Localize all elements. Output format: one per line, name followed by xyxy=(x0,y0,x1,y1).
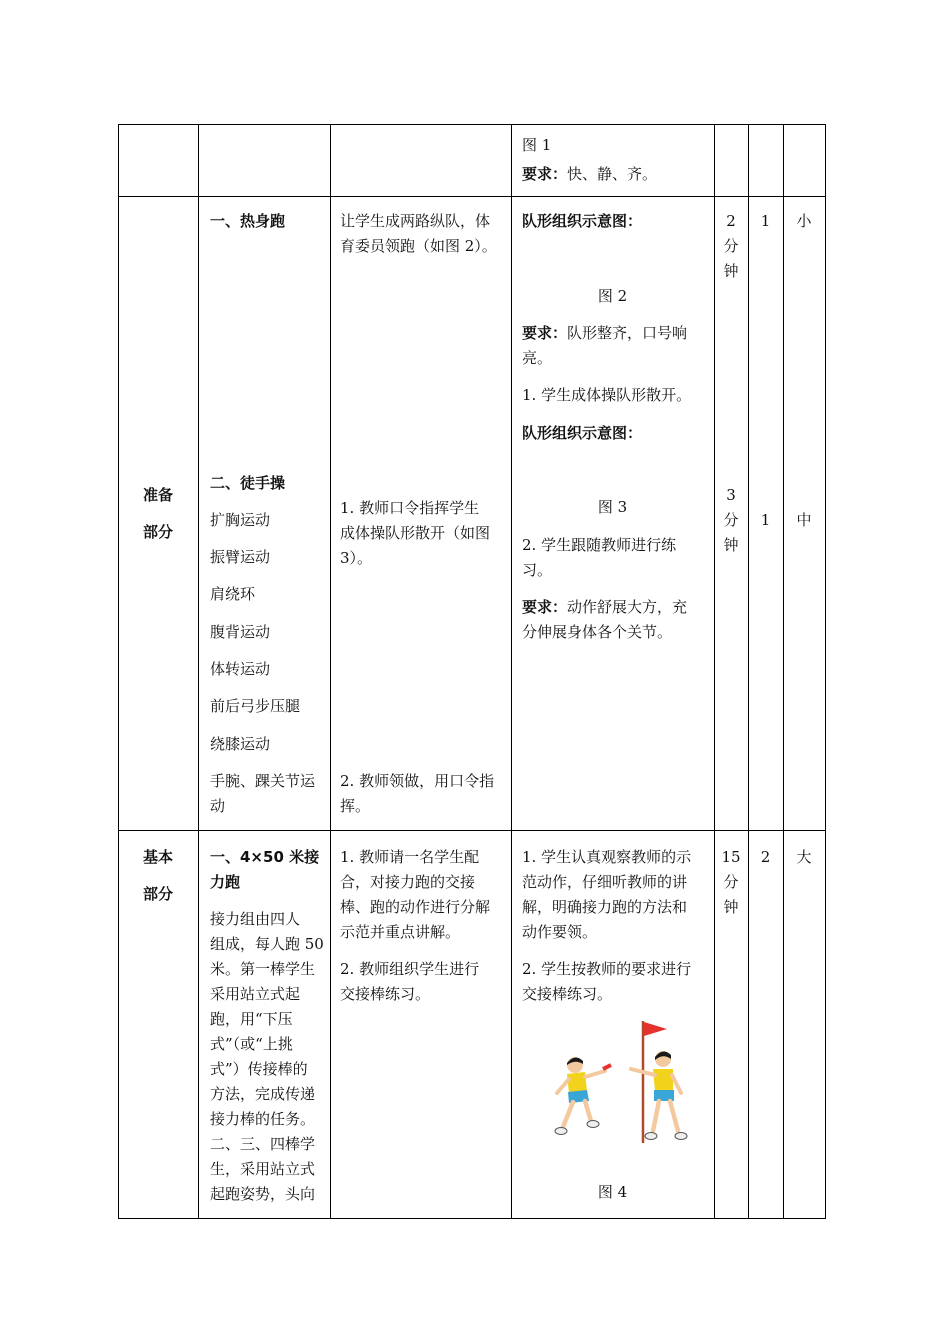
relay-title: 力跑 xyxy=(210,873,241,891)
requirement-text: 动作舒展大方，充 xyxy=(567,598,688,616)
intensity-level: 中 xyxy=(796,511,812,529)
relay-description-line: 式”（或“上挑 xyxy=(210,1035,293,1053)
exercise-item: 腹背运动 xyxy=(210,623,271,641)
exercise-item: 肩绕环 xyxy=(210,585,256,603)
time-unit: 分 xyxy=(723,873,739,891)
student-activity-line: 习。 xyxy=(522,561,553,579)
relay-description-line: 接力棒的任务。 xyxy=(210,1110,316,1128)
relay-teacher-line: 2. 教师组织学生进行 xyxy=(340,960,480,978)
exercise-title: 二、徒手操 xyxy=(210,474,286,492)
requirement-line xyxy=(522,321,687,346)
figure-1-caption: 图 1 xyxy=(522,136,552,154)
relay-description-line: 采用站立式起 xyxy=(210,985,301,1003)
relay-student-line: 1. 学生认真观察教师的示 xyxy=(522,848,692,866)
figure-4-caption: 图 4 xyxy=(597,1183,628,1201)
column-divider xyxy=(198,124,199,1219)
relay-description-line: 接力组由四人 xyxy=(210,910,301,928)
time-unit: 钟 xyxy=(723,898,739,916)
exercise-item: 扩胸运动 xyxy=(210,511,271,529)
requirement-text: 快、静、齐。 xyxy=(567,165,658,183)
repetition-count: 1 xyxy=(760,511,771,529)
section-label-prep: 准备 xyxy=(142,486,173,504)
relay-teacher-line: 交接棒练习。 xyxy=(340,985,431,1003)
formation-diagram-label: 队形组织示意图： xyxy=(522,424,643,442)
relay-description-line: 方法，完成传递 xyxy=(210,1085,316,1103)
column-divider xyxy=(783,124,784,1219)
row-divider xyxy=(118,196,826,197)
requirement-label: 要求： xyxy=(522,598,568,616)
time-value: 2 xyxy=(726,212,736,230)
relay-description-line: 组成，每人跑 50 xyxy=(210,935,324,953)
exercise-item: 振臂运动 xyxy=(210,548,271,566)
requirement-line xyxy=(522,595,687,620)
exercise-teacher-line: 挥。 xyxy=(340,797,371,815)
requirement-line xyxy=(522,162,657,187)
repetition-count: 1 xyxy=(760,212,771,230)
relay-student-line: 2. 学生按教师的要求进行 xyxy=(522,960,692,978)
baton-icon xyxy=(603,1065,611,1069)
exercise-item: 动 xyxy=(210,797,226,815)
student-activity-line: 2. 学生跟随教师进行练 xyxy=(522,536,677,554)
exercise-teacher-line: 3）。 xyxy=(340,549,373,567)
requirement-label: 要求： xyxy=(522,324,568,342)
requirement-label: 要求： xyxy=(522,165,568,183)
warmup-teacher-line: 育委员领跑（如图 2）。 xyxy=(340,237,497,255)
relay-description-line: 式”）传接棒的 xyxy=(210,1060,308,1078)
relay-teacher-line: 1. 教师请一名学生配 xyxy=(340,848,480,866)
lesson-plan-table xyxy=(118,124,826,1219)
relay-description-line: 米。第一棒学生 xyxy=(210,960,316,978)
flag-icon xyxy=(644,1022,667,1036)
relay-baton-illustration xyxy=(543,1019,703,1147)
formation-diagram-label: 队形组织示意图： xyxy=(522,212,643,230)
student-activity-line: 1. 学生成体操队形散开。 xyxy=(522,386,692,404)
row-divider xyxy=(118,830,826,831)
warmup-title: 一、热身跑 xyxy=(210,212,286,230)
warmup-teacher-line: 让学生成两路纵队，体 xyxy=(340,212,491,230)
exercise-item: 手腕、踝关节运 xyxy=(210,772,316,790)
time-unit: 钟 xyxy=(723,536,739,554)
time-value: 3 xyxy=(726,486,736,504)
relay-student-line: 动作要领。 xyxy=(522,923,598,941)
relay-title: 一、4×50 米接 xyxy=(210,848,320,866)
requirement-text: 队形整齐，口号响 xyxy=(567,324,688,342)
relay-teacher-line: 示范并重点讲解。 xyxy=(340,923,461,941)
runner-right xyxy=(631,1051,687,1140)
column-divider xyxy=(748,124,749,1219)
table-border-top xyxy=(118,124,826,125)
requirement-text: 亮。 xyxy=(522,349,553,367)
exercise-teacher-line: 1. 教师口令指挥学生 xyxy=(340,499,480,517)
exercise-item: 前后弓步压腿 xyxy=(210,697,301,715)
relay-student-line: 交接棒练习。 xyxy=(522,985,613,1003)
time-unit: 分 xyxy=(723,237,739,255)
intensity-level: 小 xyxy=(796,212,812,230)
exercise-teacher-line: 成体操队形散开（如图 xyxy=(340,524,491,542)
relay-teacher-line: 棒、跑的动作进行分解 xyxy=(340,898,491,916)
exercise-item: 绕膝运动 xyxy=(210,735,271,753)
column-divider xyxy=(714,124,715,1219)
figure-2-caption: 图 2 xyxy=(597,287,628,305)
column-divider xyxy=(330,124,331,1219)
table-border-left xyxy=(118,124,119,1219)
exercise-teacher-line: 2. 教师领做，用口令指 xyxy=(340,772,495,790)
time-unit: 钟 xyxy=(723,262,739,280)
figure-3-caption: 图 3 xyxy=(597,498,628,516)
relay-description-line: 起跑姿势，头向 xyxy=(210,1185,316,1203)
section-label-basic: 部分 xyxy=(142,885,173,903)
repetition-count: 2 xyxy=(760,848,771,866)
exercise-item: 体转运动 xyxy=(210,660,271,678)
section-label-prep: 部分 xyxy=(142,523,173,541)
relay-description-line: 二、三、四棒学 xyxy=(210,1135,316,1153)
table-border-right xyxy=(825,124,826,1219)
time-unit: 分 xyxy=(723,511,739,529)
relay-description-line: 跑，用“下压 xyxy=(210,1010,293,1028)
relay-student-line: 解，明确接力跑的方法和 xyxy=(522,898,688,916)
intensity-level: 大 xyxy=(796,848,812,866)
requirement-text: 分伸展身体各个关节。 xyxy=(522,623,673,641)
runner-left xyxy=(555,1057,611,1135)
relay-teacher-line: 合，对接力跑的交接 xyxy=(340,873,476,891)
relay-student-line: 范动作，仔细听教师的讲 xyxy=(522,873,688,891)
relay-description-line: 生，采用站立式 xyxy=(210,1160,316,1178)
time-value: 15 xyxy=(721,848,741,866)
section-label-basic: 基本 xyxy=(142,848,173,866)
table-border-bottom xyxy=(118,1218,826,1219)
